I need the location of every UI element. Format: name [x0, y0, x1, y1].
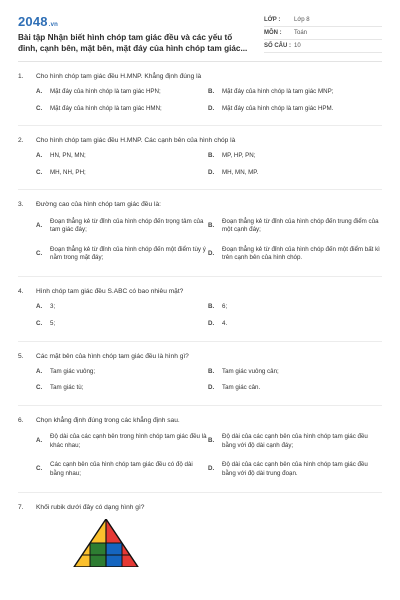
option-text: 4.	[222, 319, 228, 327]
question-divider	[18, 492, 382, 493]
question-number: 2.	[18, 137, 24, 145]
answer-option-d[interactable]	[208, 320, 380, 329]
answer-option-c[interactable]	[36, 320, 208, 329]
option-letter: D.	[208, 104, 215, 112]
option-letter: D.	[208, 384, 215, 392]
option-letter: B.	[208, 367, 215, 375]
option-text: MH, MN, MP.	[222, 168, 259, 176]
question-3	[18, 200, 382, 277]
option-letter: C.	[36, 250, 43, 258]
answer-options	[18, 303, 382, 336]
option-letter: C.	[36, 465, 43, 473]
option-letter: A.	[36, 152, 43, 160]
question-prompt	[18, 416, 382, 425]
option-letter: A.	[36, 367, 43, 375]
answer-option-b[interactable]	[208, 152, 380, 161]
option-text: Mặt đáy của hình chóp là tam giác HPM.	[222, 104, 334, 112]
option-text: HN, PN, MN;	[50, 152, 86, 160]
answer-option-d[interactable]	[208, 460, 380, 480]
option-letter: D.	[208, 465, 215, 473]
worksheet-meta	[264, 14, 382, 61]
option-text: Đoạn thẳng kẻ từ đỉnh của hình chóp đến trung điểm của một cạnh đáy;	[222, 217, 379, 234]
answer-option-d[interactable]	[208, 244, 380, 264]
question-text: Chọn khẳng định đúng trong các khẳng định sau.	[36, 416, 180, 424]
document-title: Bài tập Nhận biết hình chóp tam giác đều và các yếu tố đỉnh, cạnh bên, mặt bên, mặt đáy của hình chóp tam giác...	[18, 33, 248, 53]
answer-option-c[interactable]	[36, 460, 208, 480]
option-letter: D.	[208, 319, 215, 327]
question-text: Cho hình chóp tam giác đều H.MNP. Các cạnh bên của hình chóp là	[36, 137, 236, 145]
option-text: Tam giác vuông cân;	[222, 367, 279, 375]
meta-question-count: SỐ CÂU : 10	[264, 40, 382, 53]
option-letter: A.	[36, 437, 43, 445]
option-letter: A.	[36, 88, 43, 95]
option-text: 3;	[50, 303, 56, 311]
answer-option-b[interactable]	[208, 303, 380, 312]
question-6	[18, 416, 382, 493]
answer-option-a[interactable]	[36, 368, 208, 377]
question-divider	[18, 125, 382, 126]
option-text: Đoạn thẳng kẻ từ đỉnh của hình chóp đến một điểm bất kì trên cạnh bên của hình chóp.	[222, 245, 380, 262]
answer-option-d[interactable]	[208, 105, 380, 114]
option-text: Mặt đáy của hình chóp là tam giác HPN;	[50, 88, 161, 95]
question-divider	[18, 341, 382, 342]
answer-options	[18, 88, 382, 121]
option-text: Tam giác tù;	[50, 384, 84, 392]
option-text: Độ dài của các cạnh bên của hình chóp tam giác đều bằng với độ dài trung đoạn.	[222, 461, 368, 477]
option-text: Đoạn thẳng kẻ từ đỉnh của hình chóp đến một điểm tùy ý nằm trong mặt đáy;	[50, 245, 206, 262]
answer-option-b[interactable]	[208, 88, 380, 97]
option-letter: D.	[208, 168, 215, 176]
option-text: Mặt đáy của hình chóp là tam giác MNP;	[222, 88, 334, 95]
rubik-image	[18, 519, 382, 572]
question-2	[18, 136, 382, 190]
option-text: Tam giác vuông;	[50, 367, 96, 375]
option-letter: B.	[208, 222, 215, 230]
answer-option-a[interactable]	[36, 303, 208, 312]
option-letter: B.	[208, 88, 215, 95]
answer-option-d[interactable]	[208, 384, 380, 393]
option-text: MH, NH, PH;	[50, 168, 86, 176]
option-text: Mặt đáy của hình chóp là tam giác HMN;	[50, 104, 162, 112]
option-letter: D.	[208, 250, 215, 258]
question-text: Hình chóp tam giác đều S.ABC có bao nhiêu mặt?	[36, 288, 184, 296]
option-text: MP, HP, PN;	[222, 152, 256, 160]
question-prompt	[18, 503, 382, 512]
question-divider	[18, 276, 382, 277]
question-7	[18, 503, 382, 512]
answer-option-a[interactable]	[36, 216, 208, 236]
question-number: 4.	[18, 288, 24, 296]
question-text: Các mặt bên của hình chóp tam giác đều là hình gì?	[36, 352, 189, 360]
question-text: Đường cao của hình chóp tam giác đều là:	[36, 201, 161, 209]
question-prompt	[18, 287, 382, 296]
site-logo[interactable]: 2048.vn	[18, 14, 59, 29]
answer-option-d[interactable]	[208, 169, 380, 178]
option-letter: B.	[208, 437, 215, 445]
question-number: 6.	[18, 416, 24, 424]
answer-option-b[interactable]	[208, 432, 380, 452]
answer-option-c[interactable]	[36, 384, 208, 393]
option-text: 6;	[222, 303, 228, 311]
question-text: Khối rubik dưới đây có dạng hình gì?	[36, 503, 145, 511]
meta-subject: MÔN : Toán	[264, 27, 382, 40]
question-number: 3.	[18, 201, 24, 209]
question-number: 5.	[18, 352, 24, 360]
option-text: Tam giác cân.	[222, 384, 261, 392]
meta-grade: LỚP : Lớp 8	[264, 14, 382, 27]
option-letter: C.	[36, 104, 43, 112]
option-text: Độ dài của các cạnh bên trong hình chóp tam giác đều là khác nhau;	[50, 433, 207, 449]
answer-option-c[interactable]	[36, 105, 208, 114]
question-divider	[18, 405, 382, 406]
question-1	[18, 72, 382, 126]
option-letter: C.	[36, 384, 43, 392]
option-text: Các cạnh bên của hình chóp tam giác đều có độ dài bằng nhau;	[50, 461, 193, 477]
option-letter: A.	[36, 303, 43, 311]
answer-options	[18, 432, 382, 488]
question-number: 7.	[18, 503, 24, 511]
answer-option-a[interactable]	[36, 88, 208, 97]
option-letter: B.	[208, 152, 215, 160]
question-prompt	[18, 72, 382, 81]
answer-option-a[interactable]	[36, 152, 208, 161]
question-text: Cho hình chóp tam giác đều H.MNP. Khẳng định đúng là	[36, 73, 202, 80]
answer-option-c[interactable]	[36, 169, 208, 178]
answer-option-c[interactable]	[36, 244, 208, 264]
answer-options	[18, 368, 382, 401]
option-letter: B.	[208, 303, 215, 311]
question-prompt	[18, 352, 382, 361]
answer-option-a[interactable]	[36, 432, 208, 452]
question-5	[18, 352, 382, 406]
option-letter: C.	[36, 168, 43, 176]
answer-options	[18, 152, 382, 185]
question-prompt	[18, 200, 382, 209]
question-prompt	[18, 136, 382, 145]
option-text: Độ dài của các cạnh bên của hình chóp tam giác đều bằng với độ dài cạnh đáy;	[222, 433, 368, 449]
option-letter: A.	[36, 222, 43, 230]
question-list	[18, 72, 382, 512]
answer-options	[18, 216, 382, 272]
option-text: Đoạn thẳng kẻ từ đỉnh của hình chóp đến trọng tâm của tam giác đáy;	[50, 217, 204, 234]
option-letter: C.	[36, 319, 43, 327]
answer-option-b[interactable]	[208, 216, 380, 236]
rubik-pyramid-icon	[66, 519, 146, 567]
option-text: 5;	[50, 319, 56, 327]
worksheet-header	[18, 0, 382, 62]
question-divider	[18, 189, 382, 190]
answer-option-b[interactable]	[208, 368, 380, 377]
question-number: 1.	[18, 73, 24, 80]
question-4	[18, 287, 382, 341]
